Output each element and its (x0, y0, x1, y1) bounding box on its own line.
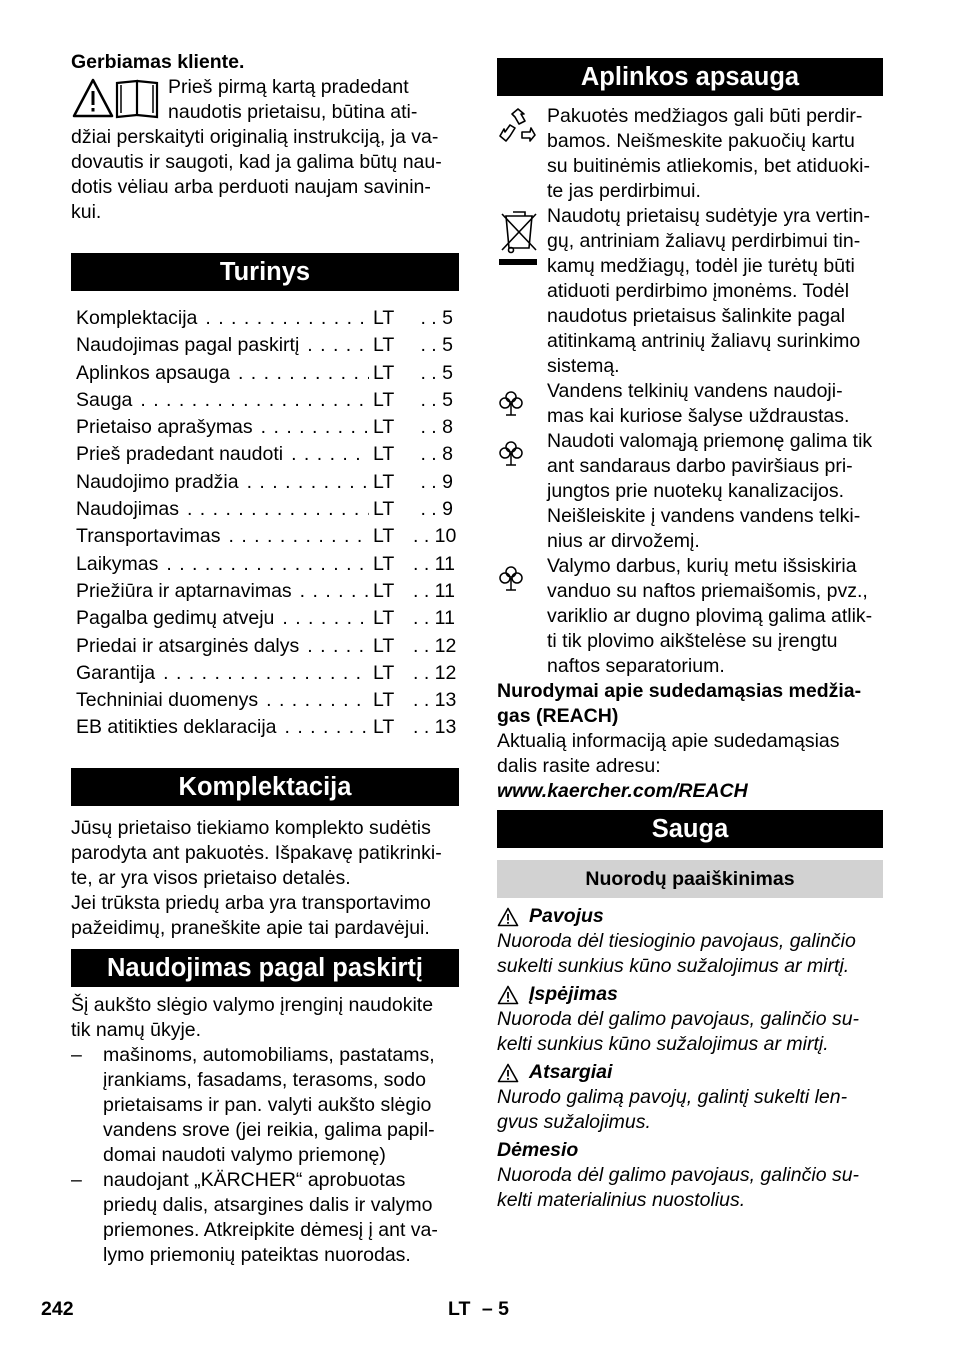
warning-triangle-icon (497, 1063, 519, 1083)
text-line: Neišleiskite į vandens vandens telki- (547, 505, 861, 527)
toc-page: . . 12 (413, 634, 457, 657)
toc-row[interactable] (76, 332, 453, 359)
reach-block (497, 679, 883, 804)
pavojus-title (497, 904, 883, 929)
env-note-1-text (547, 379, 883, 429)
toc-lang: LT (373, 416, 395, 439)
toc-title: Prietaiso aprašymas (76, 416, 257, 438)
warning-book-icon (71, 77, 161, 127)
weee-block (497, 204, 883, 379)
text-line: Jei trūksta priedų arba yra transportavimo (71, 891, 431, 914)
text-line: tik namų ūkyje. (71, 1018, 202, 1041)
toc-title: Priežiūra ir aptarnavimas (76, 580, 296, 602)
text-line: gų, antriniam žaliavų perdirbimui tin- (547, 230, 861, 252)
toc-lang: LT (373, 634, 395, 657)
text-line: bamos. Neišmeskite pakuočių kartu (547, 130, 855, 152)
toc-title: EB atitikties deklaracija (76, 716, 281, 738)
toc-page: . . 10 (413, 525, 457, 548)
toc-lang: LT (373, 443, 395, 466)
text-line: ant sandaraus darbo paviršiaus pri- (547, 455, 853, 477)
text-line: prietaisams ir pan. valyti aukšto slėgio (103, 1093, 432, 1116)
text-line: pažeidimų, praneškite apie tai pardavėjui. (71, 916, 430, 939)
reach-link[interactable]: www.kaercher.com/REACH (497, 780, 748, 802)
komplektacija-body (71, 816, 459, 941)
env-note-3-text (547, 554, 883, 679)
toc-title: Transportavimas (76, 525, 225, 547)
dash: – (71, 1043, 82, 1066)
sauga-heading: Sauga (497, 810, 883, 848)
reach-heading: Nurodymai apie sudedamąsias medžia- (497, 680, 862, 702)
toc-title: Sauga (76, 389, 136, 411)
toc-row[interactable] (76, 578, 453, 605)
text-line: mašinoms, automobiliams, pastatams, (103, 1043, 435, 1066)
toc-page: . . 11 (413, 607, 455, 630)
text-line: Nuoroda dėl tiesioginio pavojaus, galinčio (497, 930, 856, 952)
warning-triangle-icon (497, 985, 519, 1005)
toc-page: . . 11 (413, 579, 455, 602)
text-line: Nuoroda dėl galimo pavojaus, galinčio su- (497, 1008, 860, 1030)
text-line: dalis rasite adresu: (497, 755, 661, 777)
intro-block (71, 75, 459, 225)
footer-local-page: 5 (498, 1298, 509, 1320)
warning-triangle-icon (497, 907, 519, 927)
toc-row[interactable] (76, 687, 457, 714)
toc-row[interactable] (76, 605, 453, 632)
text-line: Naudotų prietaisų sudėtyje yra vertin- (547, 205, 870, 227)
atsargiai-title (497, 1060, 883, 1085)
toc-title: Naudojimas pagal paskirtį (76, 334, 303, 356)
text-line: Aktualią informaciją apie sudedamąsias (497, 730, 840, 752)
toc-row[interactable] (76, 469, 453, 496)
toc-row[interactable] (76, 496, 453, 523)
text-line: atiduoti perdirbimo įmonėms. Todėl (547, 280, 850, 302)
env-note-2 (497, 429, 883, 554)
text-line: mas kai kuriose šalyse uždraustas. (547, 405, 850, 427)
ispejimas-title (497, 982, 883, 1007)
list-item (71, 1168, 459, 1268)
toc-row[interactable] (76, 633, 457, 660)
text-line: naudotus prietaisus šalinkite pagal (547, 305, 846, 327)
text-line: domai naudoti valymo priemonę) (103, 1143, 386, 1166)
toc-row[interactable] (76, 305, 453, 332)
toc-title: Techniniai duomenys (76, 689, 262, 711)
text-line: te jas perdirbimui. (547, 180, 701, 202)
text-line: su buitinėmis atliekomis, bet atiduoki- (547, 155, 870, 177)
reach-heading: gas (REACH) (497, 705, 619, 727)
usage-list (71, 1043, 459, 1268)
text-line: kelti sunkius kūno sužalojimus ar mirtį. (497, 1033, 829, 1055)
warning-label: Įspėjimas (529, 983, 618, 1005)
text-line: kamų medžiagų, todėl jie turėtų būti (547, 255, 855, 277)
weee-text (547, 204, 883, 379)
demesio-title (497, 1138, 883, 1163)
text-line: Nuoroda dėl galimo pavojaus, galinčio su- (497, 1164, 860, 1186)
intro-line-2: naudotis prietaisu, būtina ati- (168, 101, 418, 123)
naudojimas-body (71, 993, 459, 1268)
toc-title: Naudojimo pradžia (76, 471, 243, 493)
recycle-text (547, 104, 883, 204)
toc-page: . . 8 (420, 443, 453, 466)
page-number: 242 (41, 1298, 74, 1320)
dash: – (71, 1168, 82, 1191)
toc-lang: LT (373, 579, 395, 602)
toc-title: Pagalba gedimų atveju (76, 607, 278, 629)
toc-lang: LT (373, 716, 395, 739)
toc-page: . . 5 (420, 361, 453, 384)
recycle-icon (497, 104, 547, 204)
env-note-1 (497, 379, 883, 429)
toc-row[interactable] (76, 414, 453, 441)
intro-line-1: Prieš pirmą kartą pradedant (168, 76, 409, 98)
toc-title: Komplektacija (76, 307, 201, 329)
environment-tree-icon (497, 554, 547, 679)
warning-label: Atsargiai (529, 1061, 613, 1083)
toc-page: . . 13 (413, 716, 457, 739)
toc-page: . . 12 (413, 661, 457, 684)
toc-row[interactable] (76, 523, 457, 550)
toc-row[interactable] (76, 387, 453, 414)
environment-tree-icon (497, 379, 547, 429)
toc-page: . . 9 (420, 470, 453, 493)
warning-label: Pavojus (529, 905, 604, 927)
toc-lang: LT (373, 689, 395, 712)
footer-section-page (448, 1298, 509, 1321)
toc-row[interactable] (76, 714, 457, 741)
toc-lang: LT (373, 307, 395, 329)
toc-lang: LT (373, 334, 395, 357)
toc-title: Priedai ir atsarginės dalys (76, 635, 303, 657)
intro-line-6: kui. (71, 201, 102, 223)
toc-lang: LT (373, 361, 395, 384)
recycle-block (497, 104, 883, 204)
toc-lang: LT (373, 470, 395, 493)
footer-separator: – (481, 1298, 493, 1320)
toc-page: . . 5 (420, 307, 453, 329)
text-line: naftos separatorium. (547, 655, 725, 677)
footer-lang: LT (448, 1298, 471, 1320)
toc-title: Prieš pradedant naudoti (76, 443, 287, 465)
text-line: Jūsų prietaiso tiekiamo komplekto sudėtis (71, 816, 431, 839)
toc-page: . . 8 (420, 416, 453, 439)
text-line: parodyta ant pakuotės. Išpakavę patikrinki- (71, 841, 442, 864)
text-line: nius ar dirvožemį. (547, 530, 700, 552)
toc-page: . . 5 (420, 334, 453, 357)
intro-line-5: dotis vėliau arba perduoti naujam savinin- (71, 176, 431, 198)
env-note-3 (497, 554, 883, 679)
text-line: Šį aukšto slėgio valymo įrenginį naudokite (71, 993, 434, 1016)
text-line: vanduo su naftos priemaišomis, pvz., (547, 580, 868, 602)
text-line: vandens srove (jei reikia, galima papil- (103, 1118, 435, 1141)
text-line: gvus sužalojimus. (497, 1111, 651, 1133)
sauga-subheading: Nuorodų paaiškinimas (497, 860, 883, 898)
table-of-contents (71, 305, 459, 742)
safety-legend (497, 904, 883, 1213)
text-line: te, ar yra visos prietaiso detalės. (71, 866, 351, 889)
toc-page: . . 13 (413, 689, 457, 712)
toc-title: Naudojimas (76, 498, 183, 520)
text-line: sukelti sunkius kūno sužalojimus ar mirtį. (497, 955, 850, 977)
toc-page: . . 11 (413, 552, 455, 575)
text-line: naudojant „KÄRCHER“ aprobuotas (103, 1168, 406, 1191)
intro-line-4: dovautis ir saugoti, kad ja galima būtų nau- (71, 151, 442, 173)
text-line: Vandens telkinių vandens naudoji- (547, 380, 843, 402)
toc-row[interactable] (76, 660, 457, 687)
crossed-bin-icon (497, 204, 547, 379)
left-column (71, 50, 459, 1268)
text-line: atitinkamą antrinių žaliavų surinkimo (547, 330, 861, 352)
text-line: jungtos prie nuotekų kanalizacijos. (547, 480, 845, 502)
text-line: priemones. Atkreipkite dėmesį į ant va- (103, 1218, 438, 1241)
environment-tree-icon (497, 429, 547, 554)
intro-line-3: džiai perskaityti originalią instrukciją, ja va- (71, 126, 439, 148)
toc-title: Aplinkos apsauga (76, 362, 234, 384)
toc-lang: LT (373, 552, 395, 575)
right-column (497, 58, 883, 1213)
text-line: kelti materialinius nuostolius. (497, 1189, 746, 1211)
toc-page: . . 9 (420, 498, 453, 521)
toc-lang: LT (373, 607, 395, 630)
text-line: Naudoti valomąją priemonę galima tik (547, 430, 873, 452)
toc-lang: LT (373, 525, 395, 548)
toc-lang: LT (373, 661, 395, 684)
text-line: įrankiams, fasadams, terasoms, sodo (103, 1068, 426, 1091)
text-line: Nurodo galimą pavojų, galintį sukelti len- (497, 1086, 848, 1108)
toc-lang: LT (373, 388, 395, 411)
text-line: priedų dalis, atsargines dalis ir valymo (103, 1193, 433, 1216)
toc-heading: Turinys (71, 253, 459, 291)
toc-row[interactable] (76, 441, 453, 468)
naudojimas-heading: Naudojimas pagal paskirtį (71, 949, 459, 987)
toc-row[interactable] (76, 551, 453, 578)
intro-heading: Gerbiamas kliente. (71, 51, 245, 73)
toc-title: Garantija (76, 662, 159, 684)
text-line: Pakuotės medžiagos gali būti perdir- (547, 105, 863, 127)
text-line: ti tik plovimo aikštelėse su įrengtu (547, 630, 838, 652)
toc-lang: LT (373, 498, 395, 521)
toc-page: . . 5 (420, 388, 453, 411)
text-line: lymo priemonių pateiktas nuorodas. (103, 1243, 411, 1266)
env-note-2-text (547, 429, 883, 554)
aplinkos-heading: Aplinkos apsauga (497, 58, 883, 96)
text-line: Valymo darbus, kurių metu išsiskiria (547, 555, 857, 577)
komplektacija-heading: Komplektacija (71, 768, 459, 806)
toc-row[interactable] (76, 360, 453, 387)
text-line: sistemą. (547, 355, 620, 377)
list-item (71, 1043, 459, 1168)
toc-title: Laikymas (76, 553, 162, 575)
text-line: variklio ar dugno plovimą galima atlik- (547, 605, 873, 627)
warning-label: Dėmesio (497, 1139, 579, 1161)
